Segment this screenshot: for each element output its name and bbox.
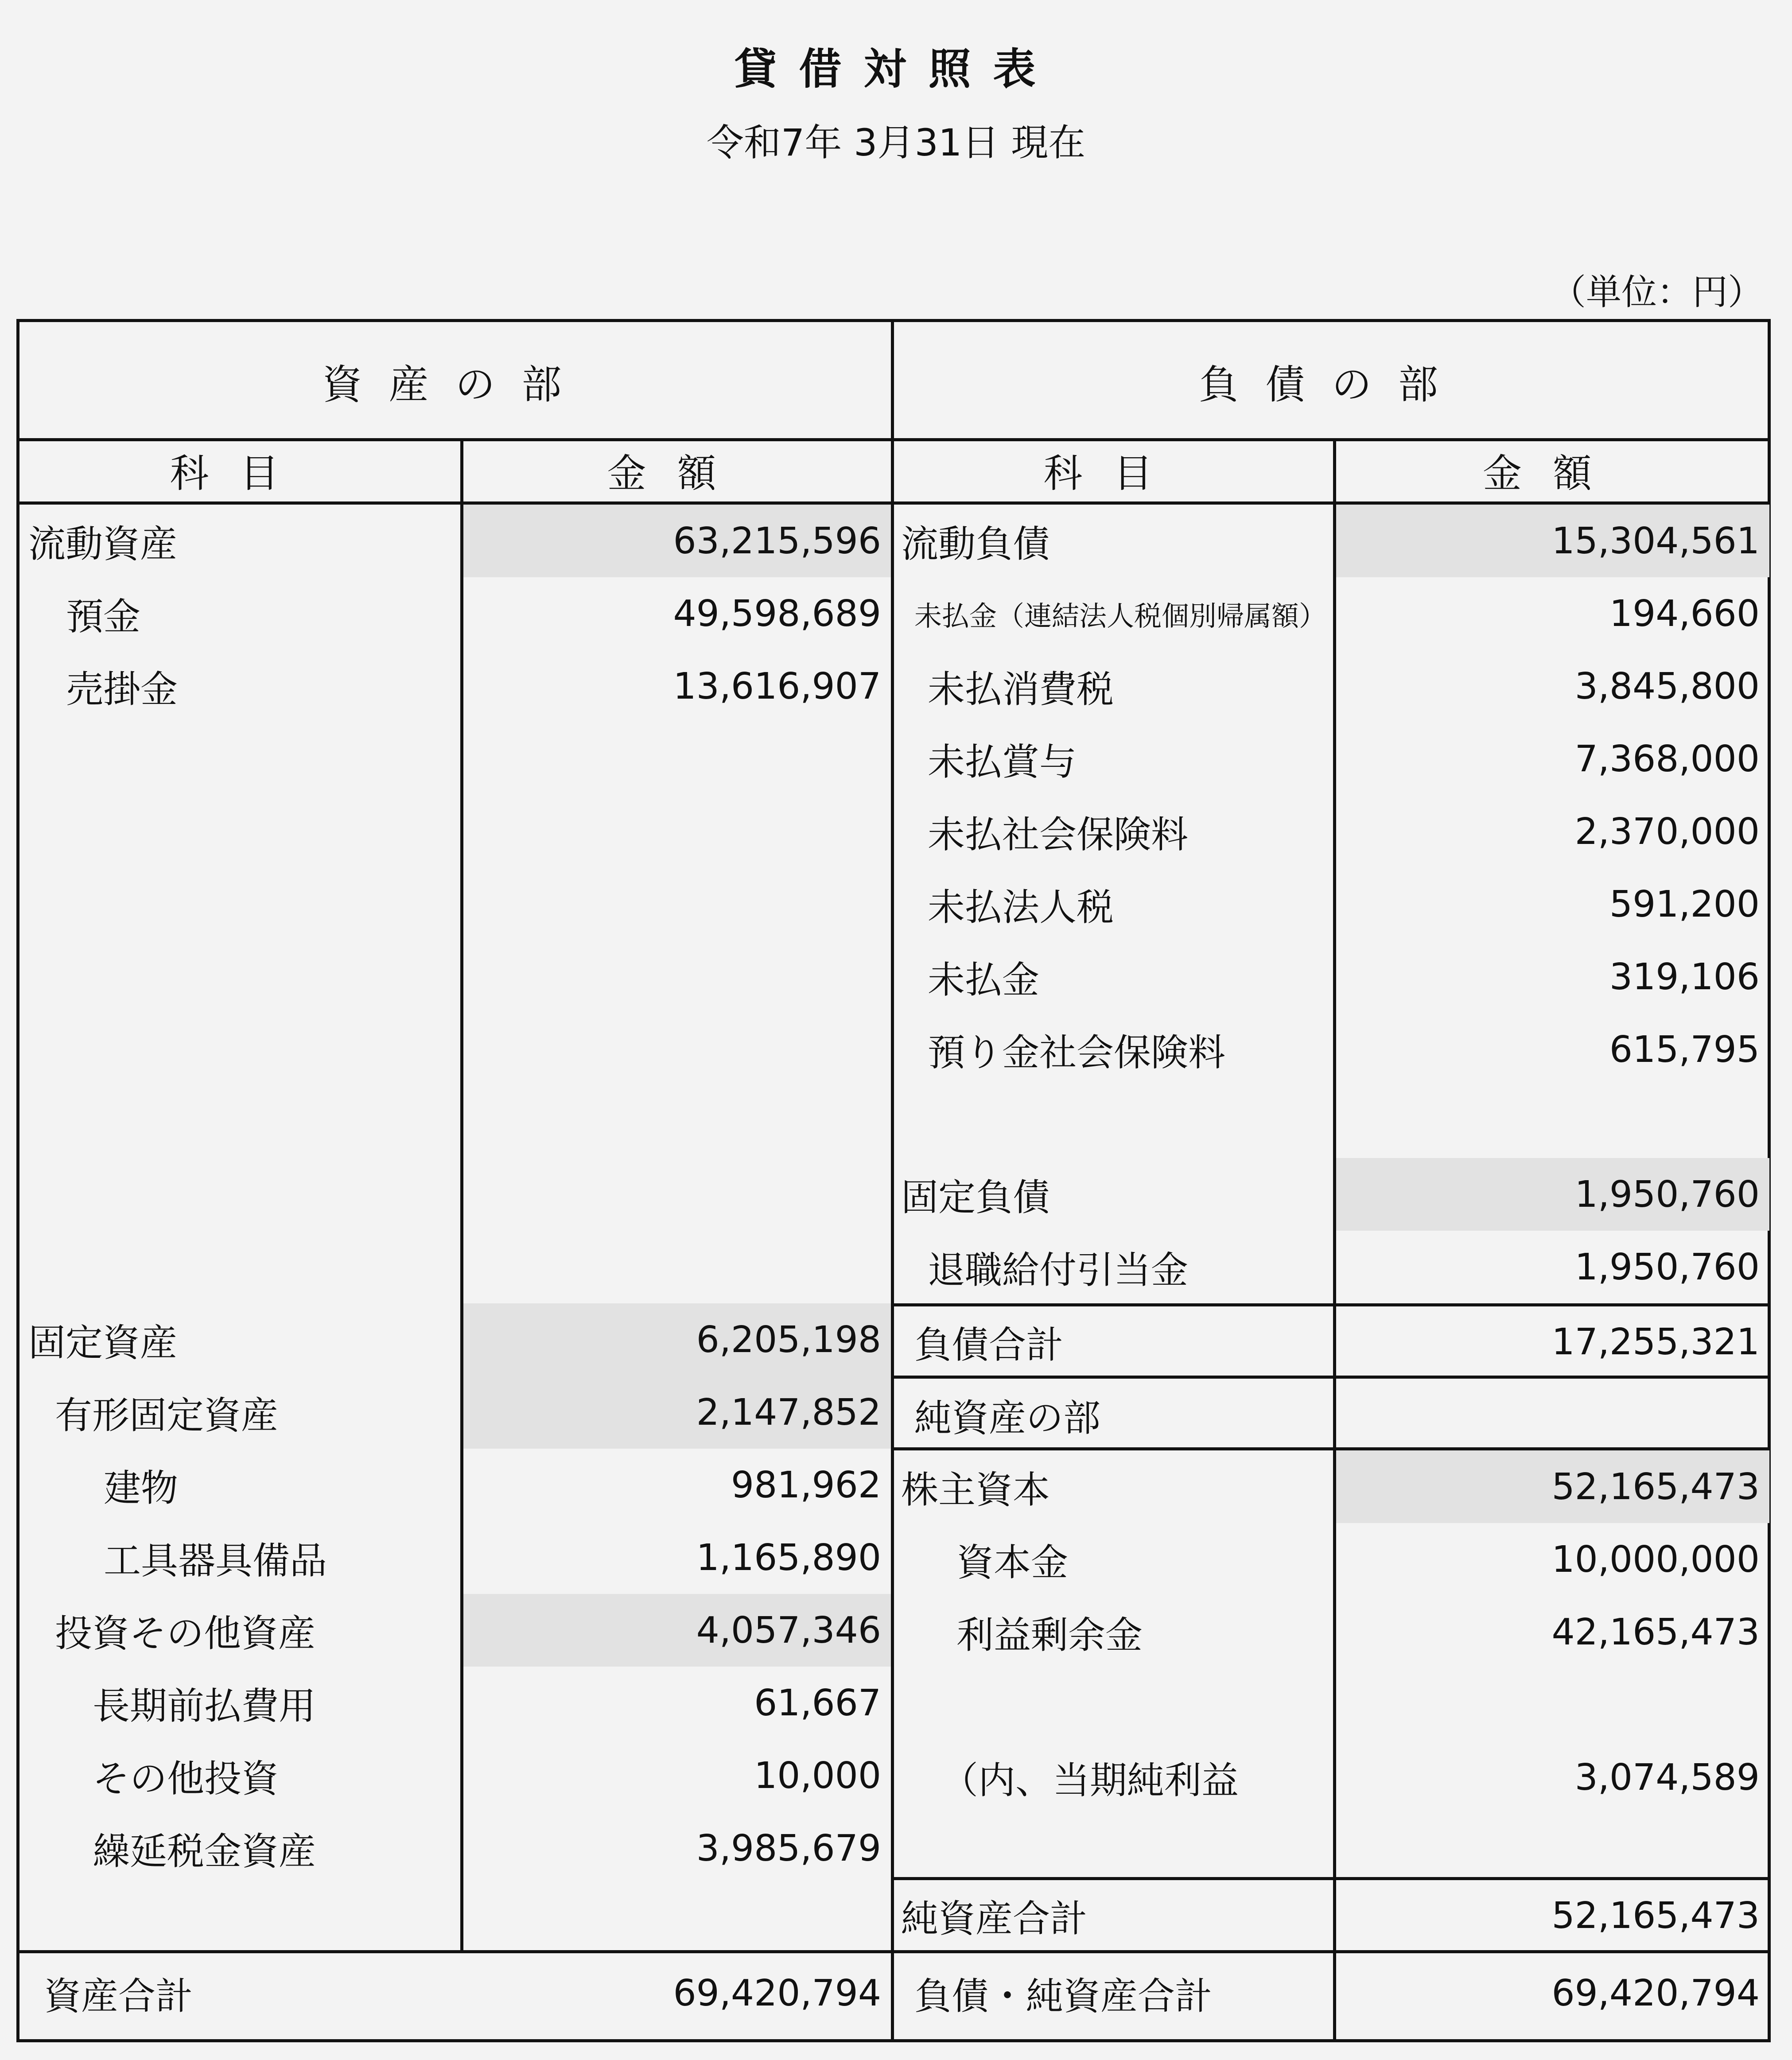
liability-name: 資本金 xyxy=(956,1540,1069,1584)
liability-amount: 194,660 xyxy=(1609,592,1760,635)
net-assets-section-amount xyxy=(1336,1379,1769,1451)
net-assets-total-label: 純資産合計 xyxy=(901,1897,1088,1940)
liability-name: 流動負債 xyxy=(901,522,1050,566)
liability-amount: 7,368,000 xyxy=(1574,738,1760,780)
asset-amount: 4,057,346 xyxy=(463,1594,891,1667)
liability-name: （内、当期純利益 xyxy=(941,1758,1239,1802)
asset-amount: 1,165,890 xyxy=(696,1536,881,1579)
asset-name: 流動資産 xyxy=(28,522,178,566)
liability-name: 株主資本 xyxy=(901,1468,1050,1512)
net-assets-total-amount: 52,165,473 xyxy=(1551,1894,1760,1937)
liability-amount: 319,106 xyxy=(1609,956,1760,998)
asset-name: 固定資産 xyxy=(28,1321,178,1364)
assets-column-divider xyxy=(460,439,463,1950)
liabilities-amount-header: 金額 xyxy=(1482,451,1623,496)
asset-amount: 981,962 xyxy=(731,1464,881,1506)
report-date: 令和7年 3月31日 現在 xyxy=(706,121,1086,164)
assets-item-header: 科目 xyxy=(170,451,310,496)
liabilities-item-header: 科目 xyxy=(1043,451,1184,496)
document-title: 貸借対照表 xyxy=(734,44,1058,94)
liability-amount: 10,000,000 xyxy=(1551,1538,1760,1581)
liab-net-total-label: 負債・純資産合計 xyxy=(914,1974,1213,2018)
asset-name: 預金 xyxy=(66,595,141,638)
assets-total-label: 資産合計 xyxy=(44,1974,193,2018)
liability-amount: 591,200 xyxy=(1609,883,1760,925)
assets-section-header: 資産の部 xyxy=(322,361,588,408)
liability-name: 未払金（連結法人税個別帰属額） xyxy=(914,599,1327,632)
liability-amount: 15,304,561 xyxy=(1336,505,1769,577)
asset-amount: 10,000 xyxy=(754,1754,881,1797)
liability-amount: 2,370,000 xyxy=(1574,810,1760,853)
asset-amount: 6,205,198 xyxy=(463,1303,891,1376)
liability-name: 未払金 xyxy=(928,958,1040,1002)
liability-total-label: 負債合計 xyxy=(914,1323,1064,1367)
liability-amount: 52,165,473 xyxy=(1336,1450,1769,1523)
liabilities-column-divider xyxy=(1333,439,1336,2041)
assets-amount-header: 金額 xyxy=(607,451,747,496)
asset-amount: 61,667 xyxy=(754,1682,881,1724)
asset-name: 長期前払費用 xyxy=(93,1684,316,1728)
asset-amount: 3,985,679 xyxy=(696,1827,881,1870)
asset-name: 繰延税金資産 xyxy=(93,1829,316,1873)
liability-name: 固定負債 xyxy=(901,1175,1050,1219)
liability-amount: 1,950,760 xyxy=(1574,1246,1760,1288)
balance-sheet-table xyxy=(16,319,1771,2042)
unit-label: （単位：円） xyxy=(1551,272,1763,313)
liability-amount: 3,845,800 xyxy=(1574,665,1760,707)
liability-amount: 42,165,473 xyxy=(1551,1611,1760,1653)
asset-amount: 63,215,596 xyxy=(463,505,891,577)
asset-amount: 2,147,852 xyxy=(463,1376,891,1449)
asset-name: 建物 xyxy=(104,1466,179,1510)
net-assets-section-label: 純資産の部 xyxy=(914,1396,1101,1440)
asset-name: 投資その他資産 xyxy=(55,1611,316,1655)
column-header-rule xyxy=(19,501,1769,505)
assets-total-amount: 69,420,794 xyxy=(673,1972,881,2014)
liability-name: 未払法人税 xyxy=(928,885,1114,929)
liability-name: 利益剰余金 xyxy=(956,1613,1143,1657)
center-divider xyxy=(891,322,894,2041)
liability-amount: 3,074,589 xyxy=(1574,1756,1760,1799)
asset-name: 売掛金 xyxy=(66,667,178,711)
liability-name: 退職給付引当金 xyxy=(928,1248,1189,1292)
liability-name: 未払消費税 xyxy=(928,667,1114,711)
liability-amount: 1,950,760 xyxy=(1336,1158,1769,1231)
liabilities-section-header: 負債の部 xyxy=(1199,361,1465,408)
liability-name: 未払賞与 xyxy=(928,740,1077,784)
asset-amount: 49,598,689 xyxy=(673,592,881,635)
liability-name: 預り金社会保険料 xyxy=(928,1030,1226,1074)
asset-name: 工具器具備品 xyxy=(104,1539,327,1582)
liability-total-amount: 17,255,321 xyxy=(1551,1321,1760,1363)
liability-name: 未払社会保険料 xyxy=(928,812,1189,856)
asset-name: その他投資 xyxy=(93,1757,279,1800)
liability-amount: 615,795 xyxy=(1609,1028,1760,1071)
asset-amount: 13,616,907 xyxy=(673,665,881,707)
liab-net-total-amount: 69,420,794 xyxy=(1551,1972,1760,2014)
asset-name: 有形固定資産 xyxy=(55,1393,279,1437)
